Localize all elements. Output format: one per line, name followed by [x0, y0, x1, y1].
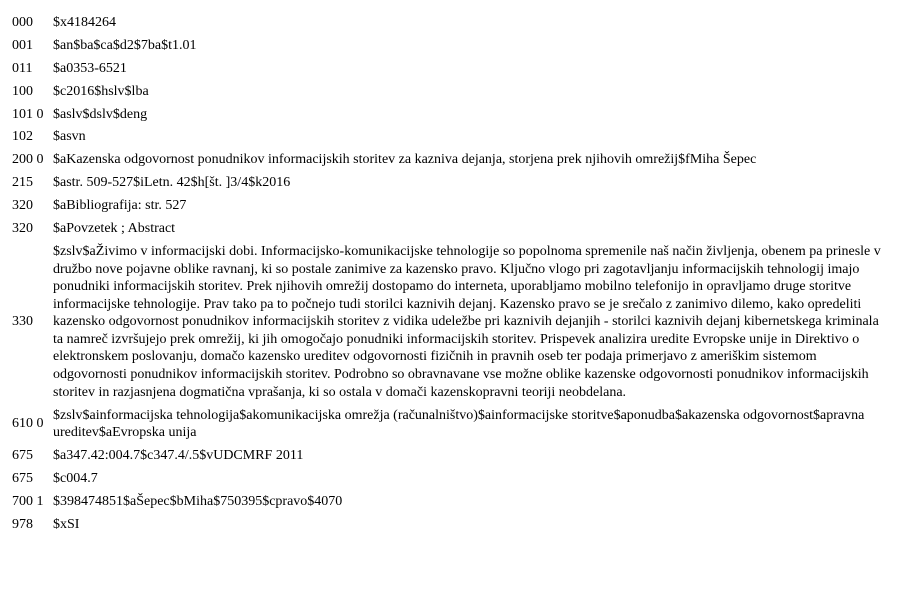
field-value: $aBibliografija: str. 527 — [53, 198, 187, 214]
field-value: $zslv$ainformacijska tehnologija$akomunikacijska omrežja (računalništvo)$ainformacijske storitve$aponudba$akazenska odgovornost$apravna ureditev$aEvropska unija — [53, 407, 865, 441]
field-row — [12, 128, 883, 151]
field-tag: 610 0 — [12, 416, 44, 432]
field-row — [12, 243, 883, 407]
field-value: $xSI — [53, 516, 80, 532]
field-value: $a347.42:004.7$c347.4/.5$vUDCMRF 2011 — [53, 448, 304, 464]
field-row — [12, 220, 883, 243]
field-value: $astr. 509-527$iLetn. 42$h[št. ]3/4$k2016 — [53, 175, 291, 191]
field-tag: 011 — [12, 60, 33, 76]
field-row — [12, 407, 883, 447]
field-value: $a0353-6521 — [53, 60, 127, 76]
field-row — [12, 470, 883, 493]
field-value: $c2016$hslv$lba — [53, 83, 149, 99]
field-row — [12, 37, 883, 60]
field-value: $an$ba$ca$d2$7ba$t1.01 — [53, 37, 197, 53]
field-row — [12, 174, 883, 197]
field-value: $asvn — [53, 129, 86, 145]
field-value: $aslv$dslv$deng — [53, 106, 148, 122]
field-row — [12, 60, 883, 83]
field-row — [12, 106, 883, 129]
field-row — [12, 151, 883, 174]
field-value: $c004.7 — [53, 470, 98, 486]
field-tag: 320 — [12, 221, 33, 237]
field-row — [12, 197, 883, 220]
field-row — [12, 493, 883, 516]
field-row — [12, 516, 883, 539]
field-row — [12, 14, 883, 37]
field-tag: 675 — [12, 470, 33, 486]
field-value: $aKazenska odgovornost ponudnikov informacijskih storitev za kazniva dejanja, storjena prek njihovih omrežij$fMiha Šepec — [53, 152, 757, 168]
field-tag: 001 — [12, 37, 33, 53]
field-value: $398474851$aŠepec$bMiha$750395$cpravo$4070 — [53, 493, 343, 509]
marc-record-table — [12, 14, 883, 539]
field-row — [12, 83, 883, 106]
field-tag: 101 0 — [12, 106, 44, 122]
field-value: $aPovzetek ; Abstract — [53, 221, 176, 237]
field-tag: 200 0 — [12, 152, 44, 168]
field-row — [12, 447, 883, 470]
field-value: $x4184264 — [53, 15, 116, 30]
field-tag: 102 — [12, 129, 33, 145]
field-tag: 330 — [12, 314, 33, 330]
field-tag: 000 — [12, 15, 33, 30]
field-tag: 320 — [12, 198, 33, 214]
field-tag: 700 1 — [12, 493, 44, 509]
field-tag: 100 — [12, 83, 33, 99]
field-tag: 675 — [12, 448, 33, 464]
field-tag: 215 — [12, 175, 33, 191]
field-tag: 978 — [12, 516, 33, 532]
field-value: $zslv$aŽivimo v informacijski dobi. Informacijsko-komunikacijske tehnologije so popolnoma spremenile naš način življenja, obenem pa prinesle v družbo nove pojavne oblike ravnanj, ki so postale zanimive za kazensko pravo. Ključno vlogo pri zagotavljanju informacijskih tehnologij imajo ponudniki informacijskih storitev. Prek njihovih omrežij dostopamo do interneta, uporabljamo mobilno telefonijo in opravljamo druge storitve informacijske tehnologije. Prav tako pa to počnejo tudi storilci kaznivih dejanj. Kazensko pravo se je srečalo z zanimivo dilemo, kako opredeliti kazensko odgovornost ponudnikov informacijskih storitev z vidika udeležbe pri kaznivih dejanjih - storilci kaznivih dejanj kibernetskega kriminala ta namreč izvršujejo prek omrežij, ki jih omogočajo ponudniki informacijskih storitev. Prispevek analizira uredite Evropske unije in Direktivo o elektronskem poslovanju, domačo kazensko ureditev odgovornosti fizičnih in pravnih oseb ter podaja primerjavo z ameriškim sistemom odgovornosti ponudnikov informacijskih storitev. Podrobno so obravnavane vse možne oblike kazenske odgovornosti ponudnikov informacijskih storitev in razjasnjena dogmatična vprašanja, ki so ostala v domači kazenskopravni teoriji neobdelana. — [53, 243, 881, 400]
